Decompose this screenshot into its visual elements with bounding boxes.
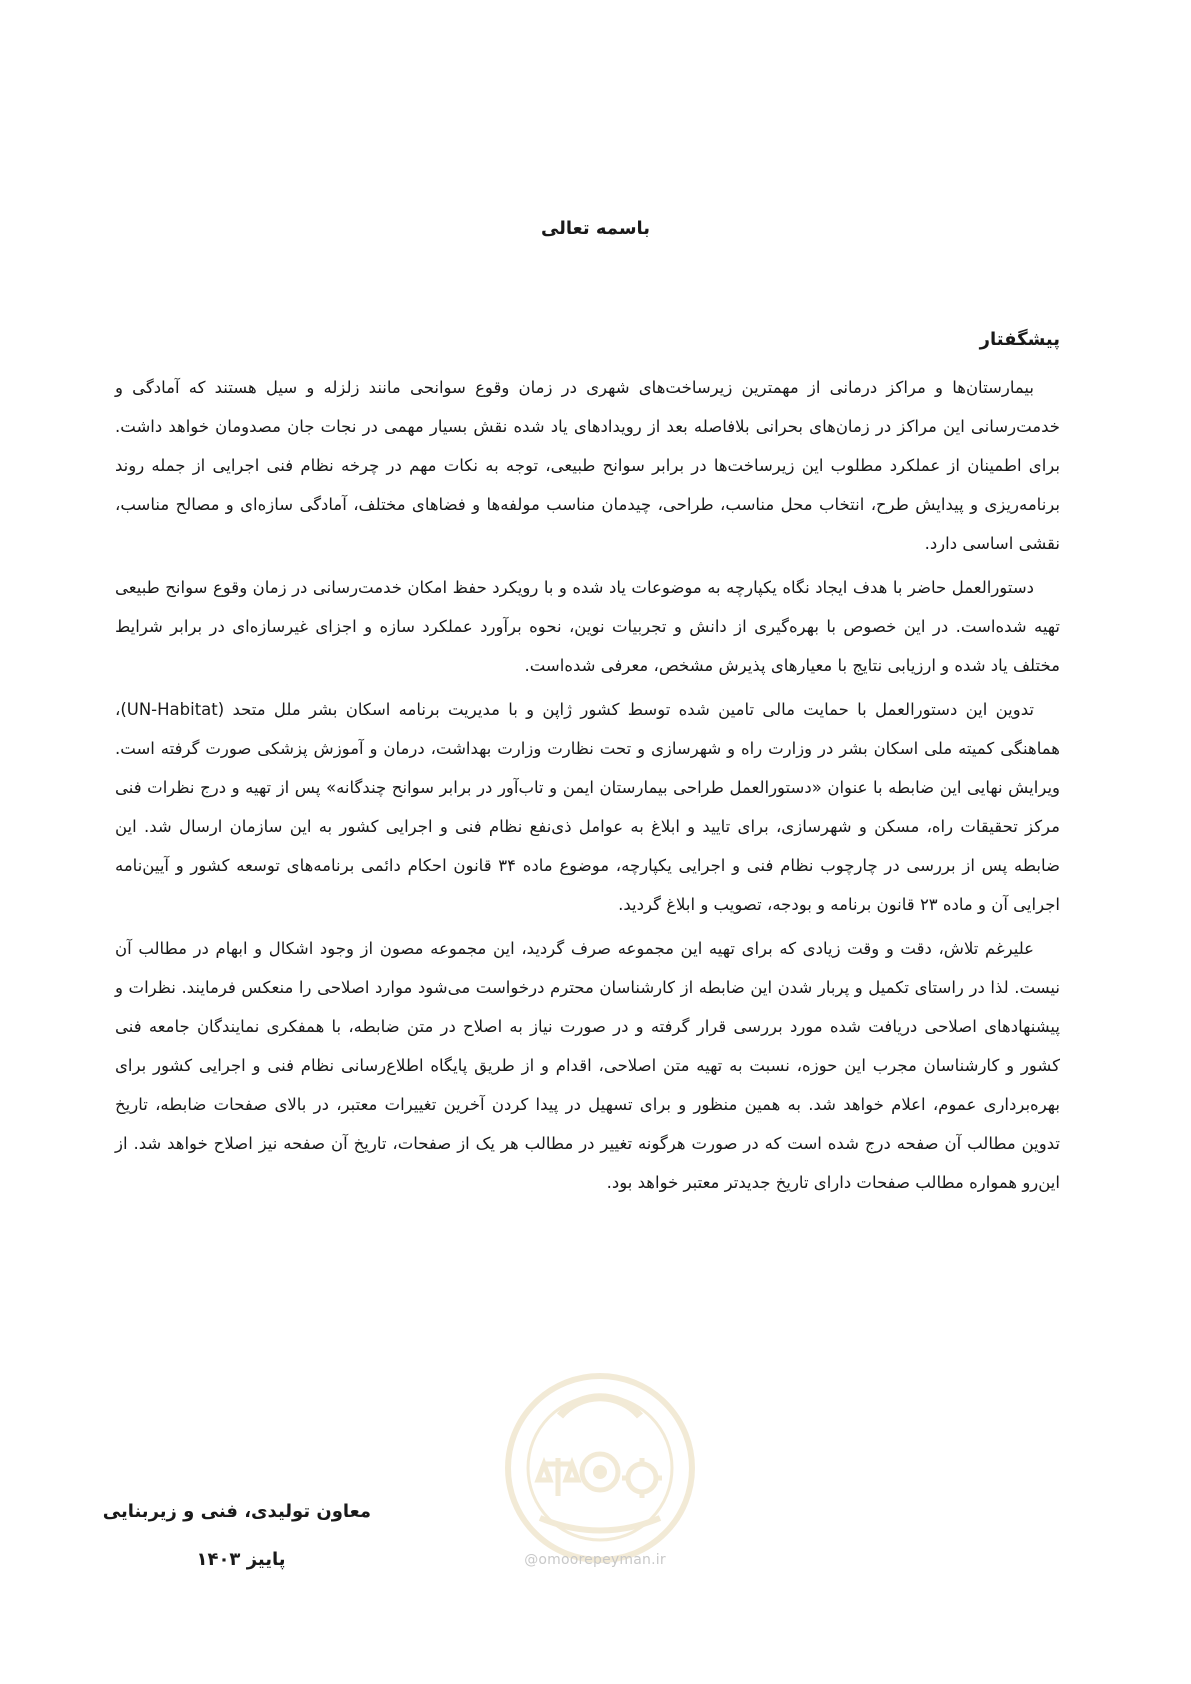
signature-block <box>102 1488 371 1584</box>
signature-title: معاون تولیدی، فنی و زیربنایی <box>102 1501 371 1522</box>
main-content <box>115 322 1060 1207</box>
section-heading: پیشگفتار <box>979 329 1060 350</box>
paragraph-2: دستورالعمل حاضر با هدف ایجاد نگاه یکپارچه به موضوعات یاد شده و با رویکرد حفظ امکان خدمت‌رسانی در زمان وقوع سوانح طبیعی تهیه شده‌است. در این خصوص با بهره‌گیری از دانش و تجربیات نوین، نحوه برآورد عملکرد سازه و اجزای غیرسازه‌ای در برابر شرایط مختلف یاد شده و ارزیابی نتایج با معیارهای پذیرش مشخص، معرفی شده‌است. <box>115 578 1060 675</box>
paragraph-3: تدوین این دستورالعمل با حمایت مالی تامین شده توسط کشور ژاپن و با مدیریت برنامه اسکان بشر ملل متحد (UN-Habitat)، هماهنگی کمیته ملی اسکان بشر در وزارت راه و شهرسازی و تحت نظارت وزارت بهداشت، درمان و آموزش پزشکی صورت گرفته است. ویرایش نهایی این ضابطه با عنوان «دستورالعمل طراحی بیمارستان ایمن و تاب‌آور در برابر سوانح چندگانه» پس از تهیه و درج نظرات فنی مرکز تحقیقات راه، مسکن و شهرسازی، برای تایید و ابلاغ به عوامل ذی‌نفع نظام فنی و اجرایی کشور به این سازمان ارسال شد. این ضابطه پس از بررسی در چارچوب نظام فنی و اجرایی یکپارچه، موضوع ماده ۳۴ قانون احکام دائمی برنامه‌های توسعه کشور و آیین‌نامه اجرایی آن و ماده ۲۳ قانون برنامه و بودجه، تصویب و ابلاغ گردید. <box>115 700 1060 914</box>
seal-watermark-icon <box>500 1368 700 1568</box>
watermark-site: @omoorepeyman.ir <box>524 1552 666 1568</box>
basmala-title: باسمه تعالی <box>540 218 651 239</box>
paragraph-1: بیمارستان‌ها و مراکز درمانی از مهمترین زیرساخت‌های شهری در زمان وقوع سوانحی مانند زلزله و سیل هستند که آمادگی و خدمت‌رسانی این مراکز در زمان‌های بحرانی بلافاصله بعد از رویدادهای یاد شده نقش بسیار مهمی در نجات جان مصدومان خواهد داشت. برای اطمینان از عملکرد مطلوب این زیرساخت‌ها در برابر سوانح طبیعی، توجه به نکات مهم در چرخه نظام فنی اجرایی از جمله روند برنامه‌ریزی و پیدایش طرح، انتخاب محل مناسب، طراحی، چیدمان مناسب مولفه‌ها و فضاهای مختلف، آمادگی سازه‌ای و مصالح مناسب، نقشی اساسی دارد. <box>115 378 1060 553</box>
signature-date: پاییز ۱۴۰۳ <box>196 1549 286 1570</box>
paragraph-4: علیرغم تلاش، دقت و وقت زیادی که برای تهیه این مجموعه صرف گردید، این مجموعه مصون از وجود اشکال و ابهام در مطالب آن نیست. لذا در راستای تکمیل و پربار شدن این ضابطه از کارشناسان محترم درخواست می‌شود موارد اصلاحی را منعکس فرمایند. نظرات و پیشنهادهای اصلاحی دریافت شده مورد بررسی قرار گرفته و در صورت نیاز به اصلاح در متن ضابطه، با همفکری نمایندگان جامعه فنی کشور و کارشناسان مجرب این حوزه، نسبت به تهیه متن اصلاحی، اقدام و از طریق پایگاه اطلاع‌رسانی نظام فنی و اجرایی کشور برای بهره‌برداری عموم، اعلام خواهد شد. به همین منظور و برای تسهیل در پیدا کردن آخرین تغییرات معتبر، در بالای صفحات ضابطه، تاریخ تدوین مطالب آن صفحه درج شده است که در صورت هرگونه تغییر در مطالب هر یک از صفحات، تاریخ آن صفحه نیز اصلاح خواهد شد. از این‌رو همواره مطالب صفحات دارای تاریخ جدیدتر معتبر خواهد بود. <box>115 939 1060 1192</box>
